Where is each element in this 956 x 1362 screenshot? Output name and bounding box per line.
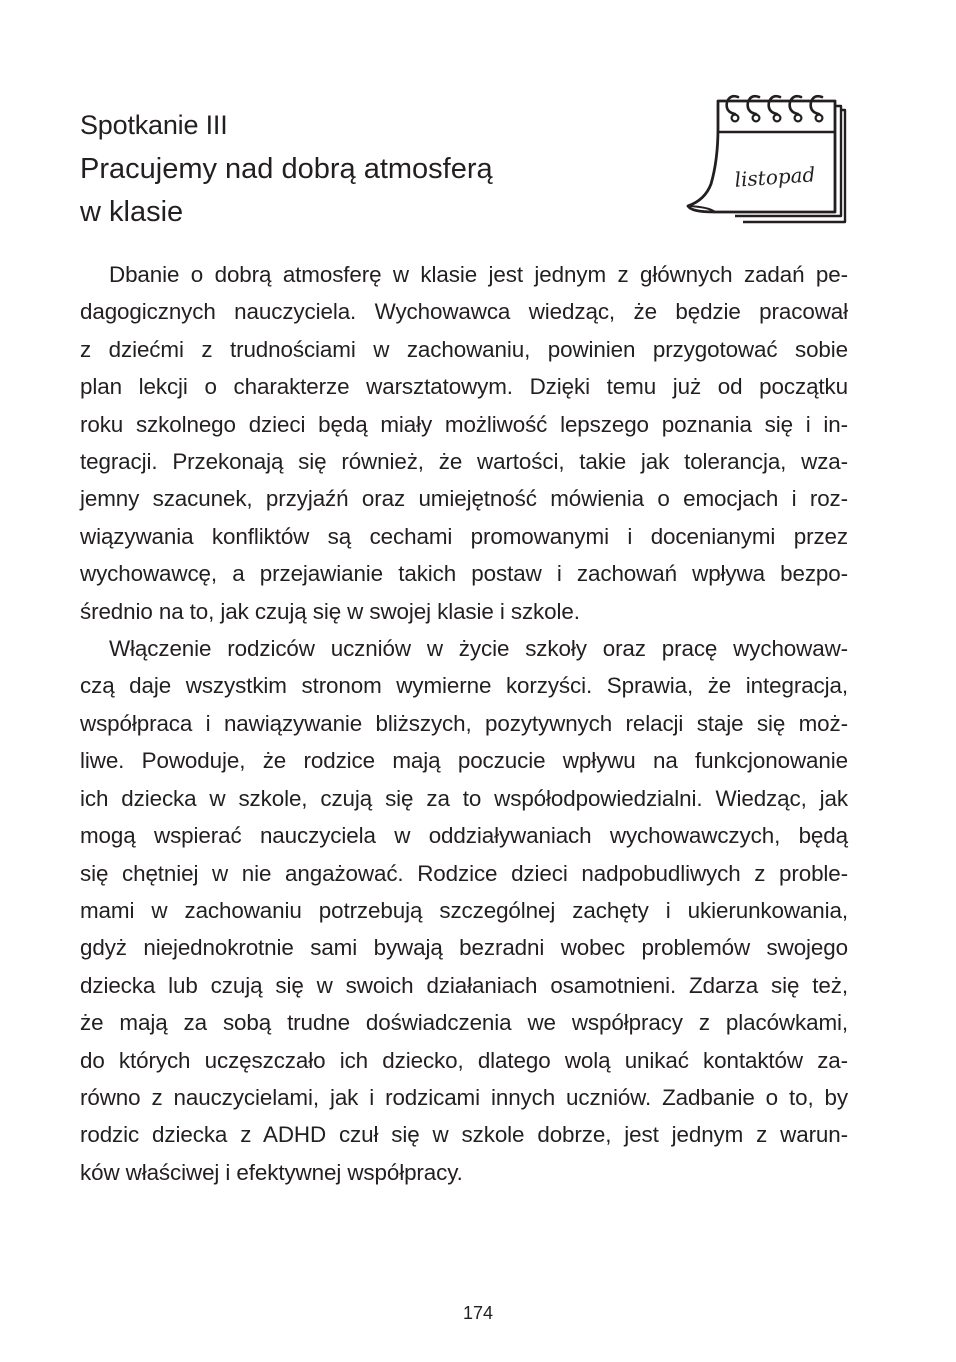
calendar-month-label: listopad (733, 162, 817, 192)
meeting-label: Spotkanie III (80, 110, 228, 140)
text-line: wiązywania konfliktów są cechami promowanymi i docenianymi przez (80, 523, 848, 549)
text-line: ich dziecka w szkole, czują się za to współodpowiedzialni. Wiedząc, jak (80, 785, 848, 811)
title-line-1: Pracujemy nad dobrą atmosferą (80, 153, 493, 185)
text-line: z dziećmi z trudnościami w zachowaniu, powinien przygotować sobie (80, 336, 848, 362)
text-line: liwe. Powoduje, że rodzice mają poczucie wpływu na funkcjonowanie (80, 748, 848, 774)
text-line: plan lekcji o charakterze warsztatowym. Dzięki temu już od początku (80, 374, 848, 400)
text-line: ków właściwej i efektywnej współpracy. (80, 1159, 463, 1185)
text-line: gdyż niejednokrotnie sami bywają bezradni wobec problemów swojego (80, 935, 848, 961)
body-text (80, 256, 848, 1191)
text-line: wychowawcę, a przejawianie takich postaw i zachowań wpływa bezpo- (80, 561, 848, 587)
page-number: 174 (462, 1303, 494, 1323)
text-line: dagogicznych nauczyciela. Wychowawca wiedząc, że będzie pracował (80, 299, 848, 325)
text-line: tegracji. Przekonają się również, że wartości, takie jak tolerancja, wza- (80, 449, 848, 475)
calendar-icon (685, 88, 855, 228)
text-line: się chętniej w nie angażować. Rodzice dzieci nadpobudliwych z proble- (80, 860, 848, 886)
text-line: rodzic dziecka z ADHD czuł się w szkole dobrze, jest jednym z warun- (80, 1122, 848, 1148)
text-line: współpraca i nawiązywanie bliższych, pozytywnych relacji staje się moż- (80, 710, 848, 736)
text-line: równo z nauczycielami, jak i rodzicami innych uczniów. Zadbanie o to, by (80, 1084, 848, 1110)
text-line: mami w zachowaniu potrzebują szczególnej zachęty i ukierunkowania, (80, 897, 848, 923)
text-line: jemny szacunek, przyjaźń oraz umiejętność mówienia o emocjach i roz- (80, 486, 848, 512)
text-line: do których uczęszczało ich dziecko, dlatego wolą unikać kontaktów za- (80, 1047, 848, 1073)
text-line: roku szkolnego dzieci będą miały możliwość lepszego poznania się i in- (80, 411, 848, 437)
text-line: Dbanie o dobrą atmosferę w klasie jest jednym z głównych zadań pe- (109, 262, 848, 287)
text-line: mogą wspierać nauczyciela w oddziaływaniach wychowawczych, będą (80, 823, 848, 849)
paragraph-1 (80, 256, 848, 630)
text-line: dziecka lub czują się w swoich działaniach osamotnieni. Zdarza się też, (80, 972, 848, 998)
text-line: że mają za sobą trudne doświadczenia we współpracy z placówkami, (80, 1010, 848, 1036)
title-line-2: w klasie (80, 196, 184, 228)
text-line: średnio na to, jak czują się w swojej klasie i szkole. (80, 598, 580, 624)
text-line: Włączenie rodziców uczniów w życie szkoły oraz pracę wychowaw- (109, 636, 848, 662)
page-title (80, 148, 640, 234)
paragraph-2 (80, 630, 848, 1191)
text-line: czą daje wszystkim stronom wymierne korzyści. Sprawia, że integracja, (80, 673, 848, 699)
